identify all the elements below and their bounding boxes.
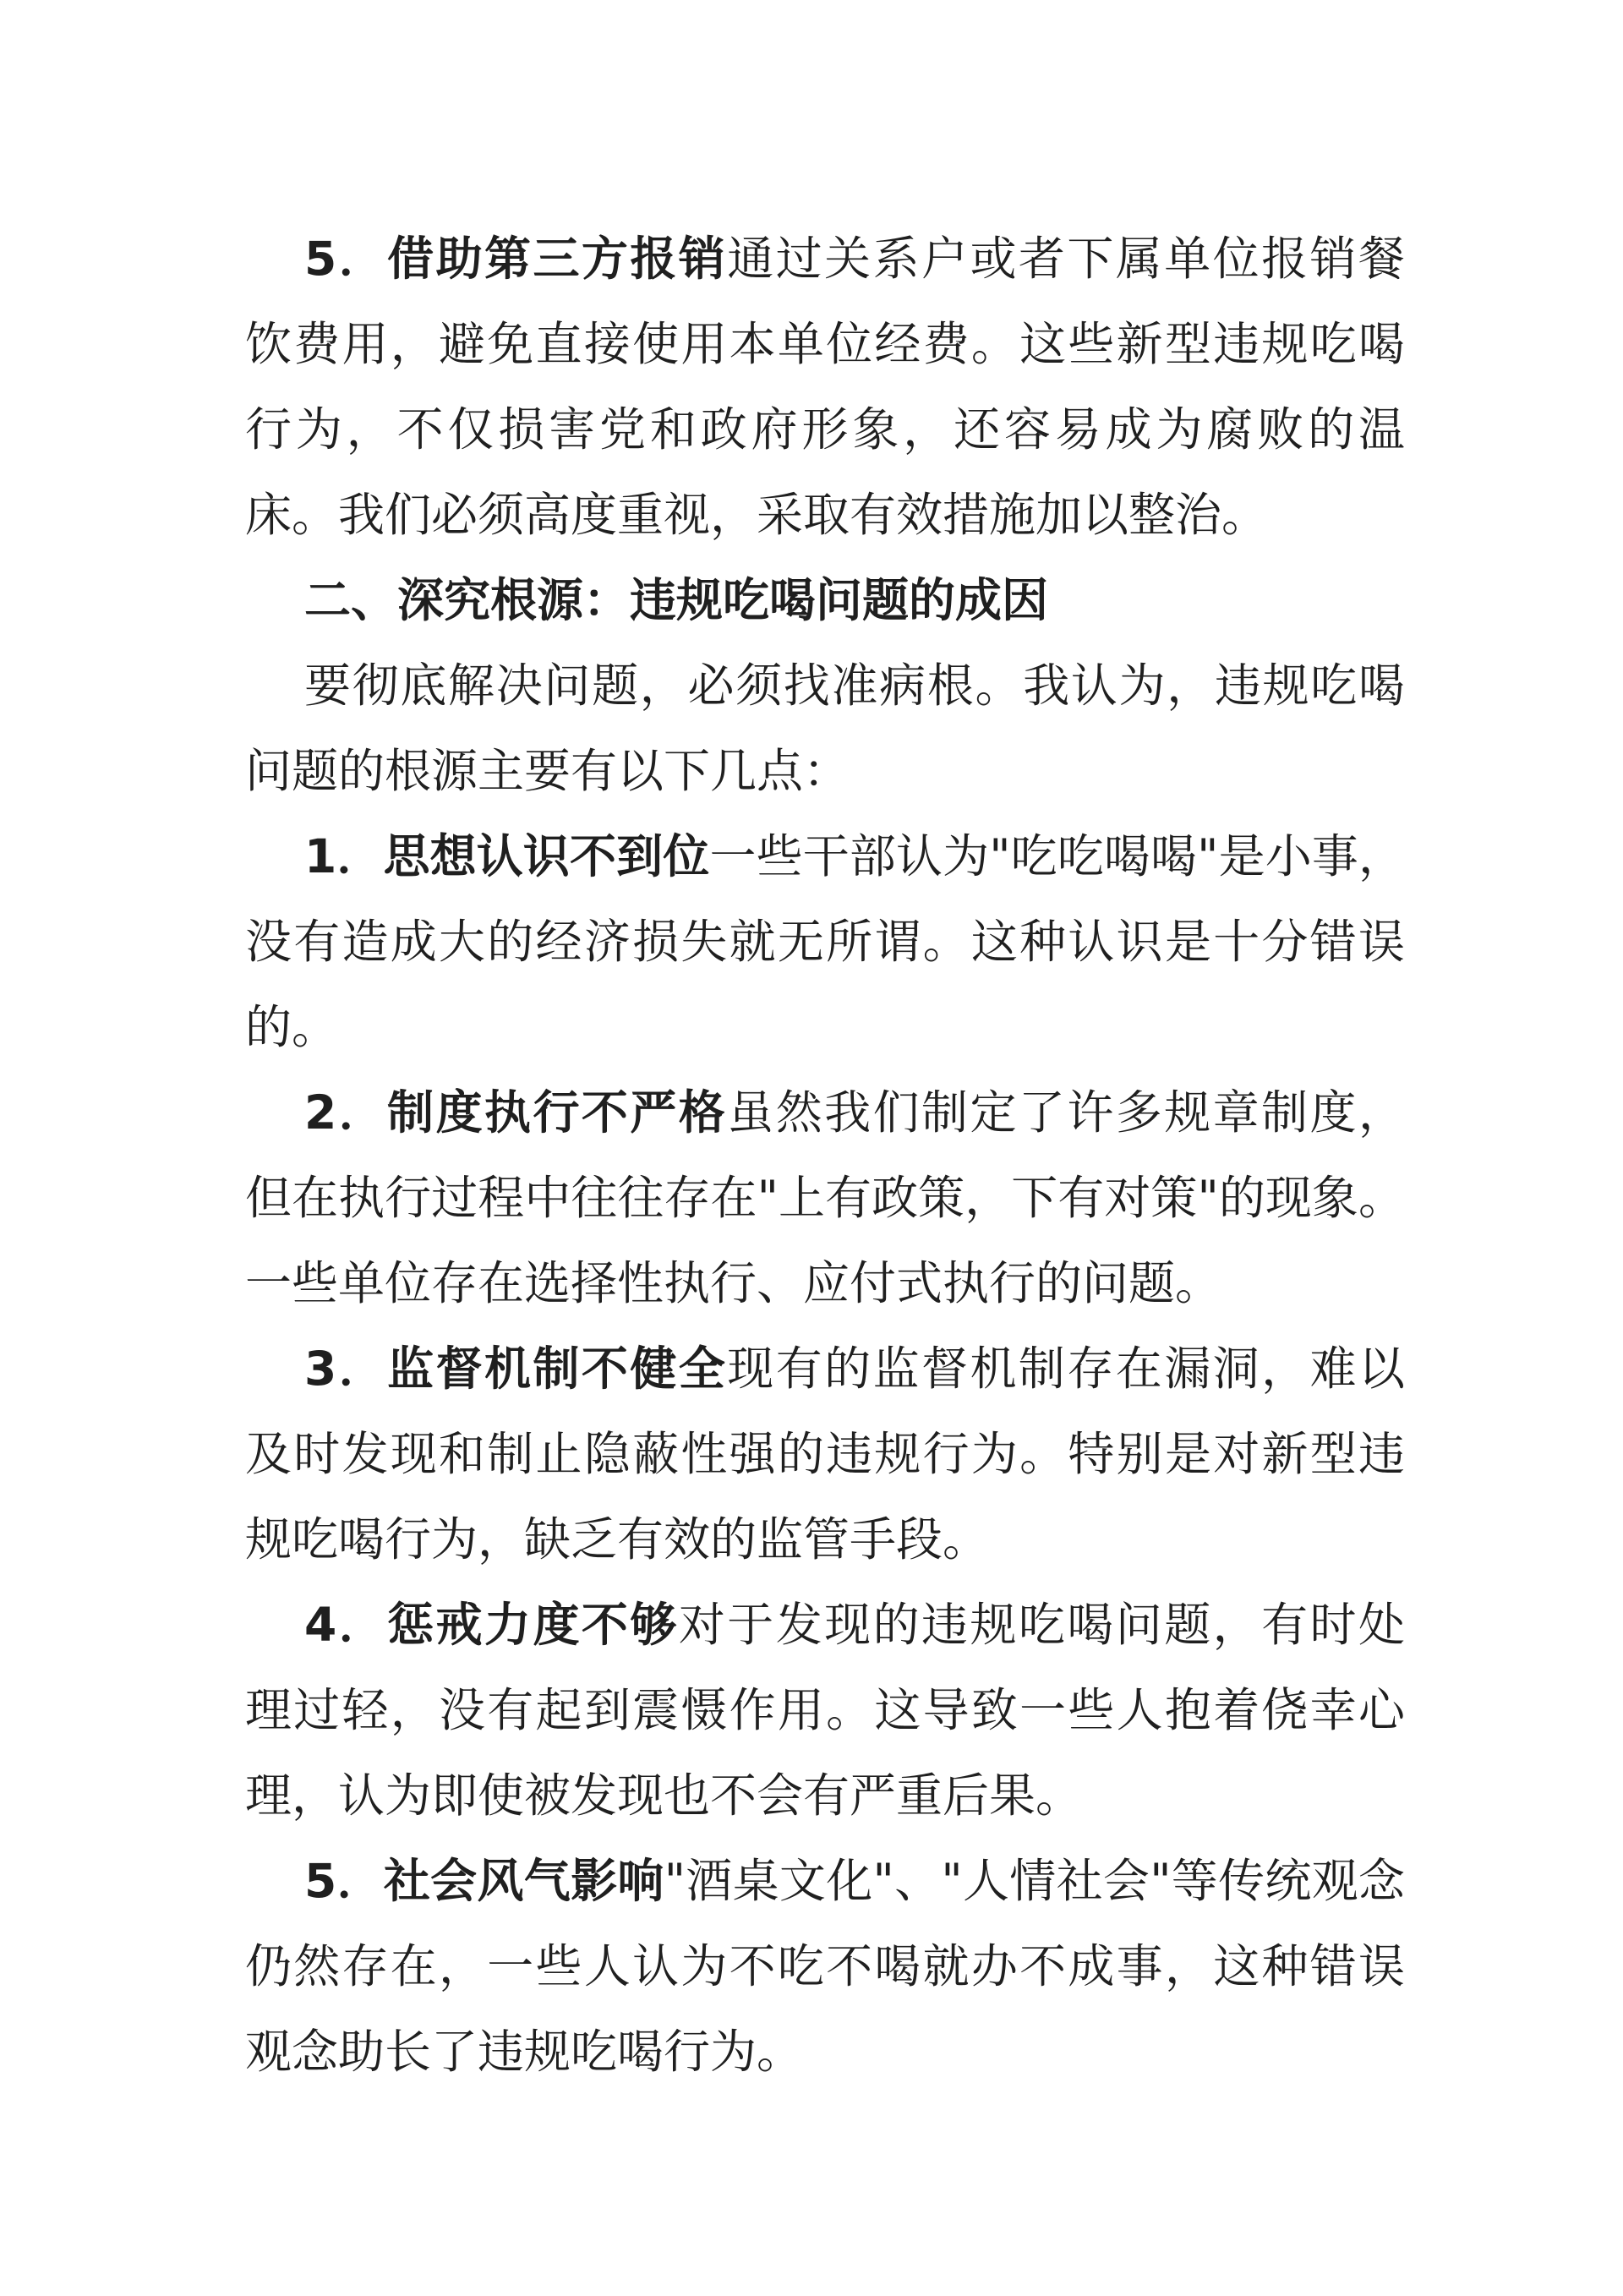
document-page: [245, 216, 1405, 2095]
paragraph-lead: 4．惩戒力度不够: [304, 1598, 679, 1652]
section-heading: 二、深究根源：违规吃喝问题的成因: [304, 573, 1049, 627]
paragraph-thinking: [245, 814, 1405, 1070]
paragraph-supervision: [245, 1326, 1405, 1583]
paragraph-lead: 5．借助第三方报销: [304, 232, 728, 286]
paragraph-social-climate: [245, 1839, 1405, 2095]
paragraph-text: 一些干部认为"吃吃喝喝"是小事，没有造成大的经济损失就无所谓。这种认识是十分错误的。: [245, 829, 1405, 1054]
paragraph-intro: 要彻底解决问题，必须找准病根。我认为，违规吃喝问题的根源主要有以下几点：: [245, 659, 1405, 798]
paragraph-third-party-reimbursement: [245, 216, 1405, 558]
paragraph-text: "酒桌文化"、"人情社会"等传统观念仍然存在，一些人认为不吃不喝就办不成事，这种错误观念助长了违规吃喝行为。: [245, 1854, 1405, 2079]
paragraph-lead: 5．社会风气影响: [304, 1854, 664, 1908]
paragraph-text: 对于发现的违规吃喝问题，有时处理过轻，没有起到震慑作用。这导致一些人抱着侥幸心理，认为即使被发现也不会有严重后果。: [245, 1598, 1405, 1823]
paragraph-lead: 3．监督机制不健全: [304, 1342, 728, 1396]
paragraph-text: 虽然我们制定了许多规章制度，但在执行过程中往往存在"上有政策，下有对策"的现象。一些单位存在选择性执行、应付式执行的问题。: [245, 1085, 1405, 1310]
paragraph-text: 现有的监督机制存在漏洞，难以及时发现和制止隐蔽性强的违规行为。特别是对新型违规吃喝行为，缺乏有效的监管手段。: [245, 1342, 1405, 1566]
paragraph-enforcement: [245, 1070, 1405, 1326]
paragraph-punishment: [245, 1583, 1405, 1839]
paragraph-lead: 1．思想认识不到位: [304, 829, 710, 883]
paragraph-text: 通过关系户或者下属单位报销餐饮费用，避免直接使用本单位经费。这些新型违规吃喝行为，不仅损害党和政府形象，还容易成为腐败的温床。我们必须高度重视，采取有效措施加以整治。: [245, 232, 1405, 542]
paragraph-lead: 2．制度执行不严格: [304, 1085, 728, 1140]
